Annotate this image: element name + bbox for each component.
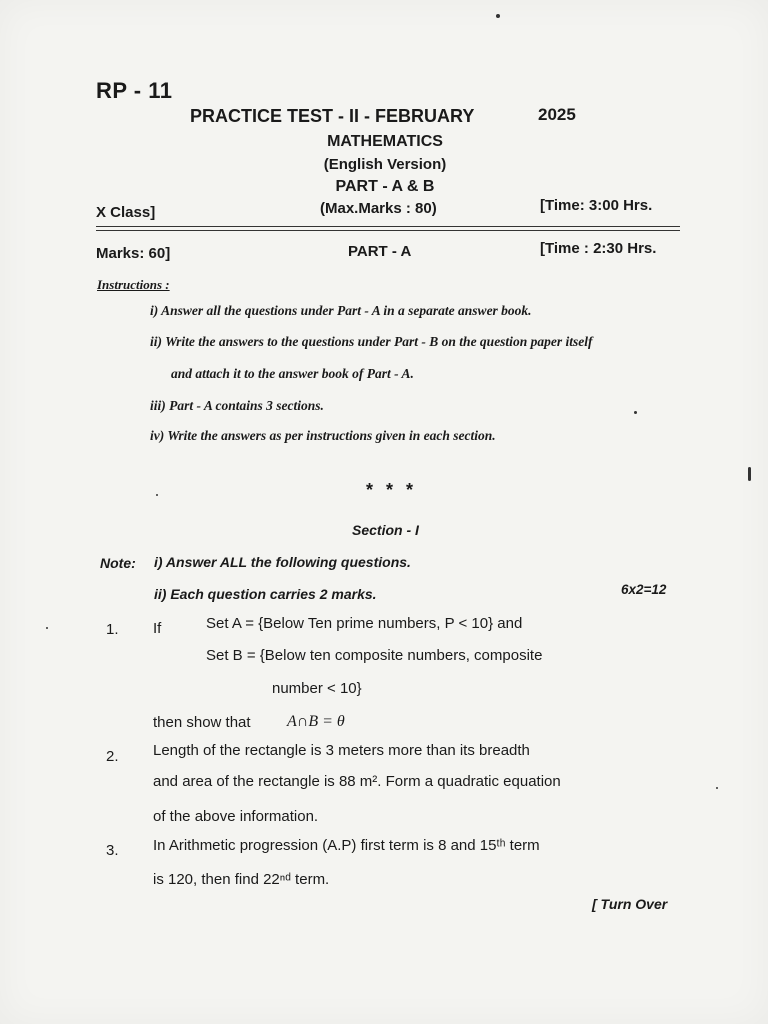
- scan-speck: [496, 14, 500, 18]
- turn-over-label: [ Turn Over: [592, 896, 668, 912]
- scan-speck: [46, 627, 48, 629]
- question-number: 2.: [106, 748, 119, 765]
- scan-speck: [716, 787, 718, 789]
- question-text: then show that: [153, 714, 251, 731]
- exam-title: PRACTICE TEST - II - FEBRUARY: [190, 106, 475, 126]
- part-a-time: [Time : 2:30 Hrs.: [540, 240, 657, 257]
- class-label: X Class]: [96, 204, 156, 221]
- part-a-label: PART - A: [348, 243, 412, 260]
- question-number: 3.: [106, 842, 119, 859]
- question-text: Set A = {Below Ten prime numbers, P < 10} and: [206, 615, 523, 632]
- scan-speck: [748, 467, 751, 481]
- section-title: Section - I: [352, 522, 419, 538]
- parts-label: PART - A & B: [335, 178, 435, 195]
- note-label: Note:: [100, 555, 136, 571]
- instruction-item: iii) Part - A contains 3 sections.: [150, 398, 324, 413]
- math-expression: A∩B = θ: [287, 713, 345, 730]
- scan-speck: [156, 494, 158, 496]
- note-item: i) Answer ALL the following questions.: [154, 554, 411, 570]
- part-a-marks: Marks: 60]: [96, 245, 171, 262]
- question-text: and area of the rectangle is 88 m². Form a quadratic equation: [153, 773, 561, 790]
- instruction-item: ii) Write the answers to the questions under Part - B on the question paper itself: [150, 334, 593, 349]
- exam-year: 2025: [538, 105, 576, 124]
- question-text: is 120, then find 22ⁿᵈ term.: [153, 871, 330, 888]
- separator-stars: * * *: [366, 480, 418, 500]
- marks-allocation: 6x2=12: [621, 582, 667, 597]
- max-marks: (Max.Marks : 80): [320, 200, 437, 217]
- question-text: of the above information.: [153, 808, 319, 825]
- header-divider-top: [96, 226, 680, 227]
- instruction-item: iv) Write the answers as per instructions given in each section.: [150, 428, 496, 443]
- question-text: If: [153, 620, 162, 637]
- total-time: [Time: 3:00 Hrs.: [540, 197, 653, 214]
- instruction-item: and attach it to the answer book of Part - A.: [171, 366, 414, 381]
- question-text: Length of the rectangle is 3 meters more than its breadth: [153, 742, 530, 759]
- subject-title: MATHEMATICS: [327, 133, 443, 150]
- paper-code: RP - 11: [96, 78, 173, 103]
- question-number: 1.: [106, 621, 119, 638]
- header-divider-bottom: [96, 230, 680, 231]
- instructions-heading: Instructions :: [97, 277, 170, 292]
- instruction-item: i) Answer all the questions under Part - A in a separate answer book.: [150, 303, 532, 318]
- question-text: Set B = {Below ten composite numbers, composite: [206, 647, 543, 664]
- scan-speck: [634, 411, 637, 414]
- version-label: (English Version): [323, 156, 447, 173]
- question-text: number < 10}: [272, 680, 362, 697]
- question-text: In Arithmetic progression (A.P) first term is 8 and 15ᵗʰ term: [153, 837, 540, 854]
- note-item: ii) Each question carries 2 marks.: [154, 586, 377, 602]
